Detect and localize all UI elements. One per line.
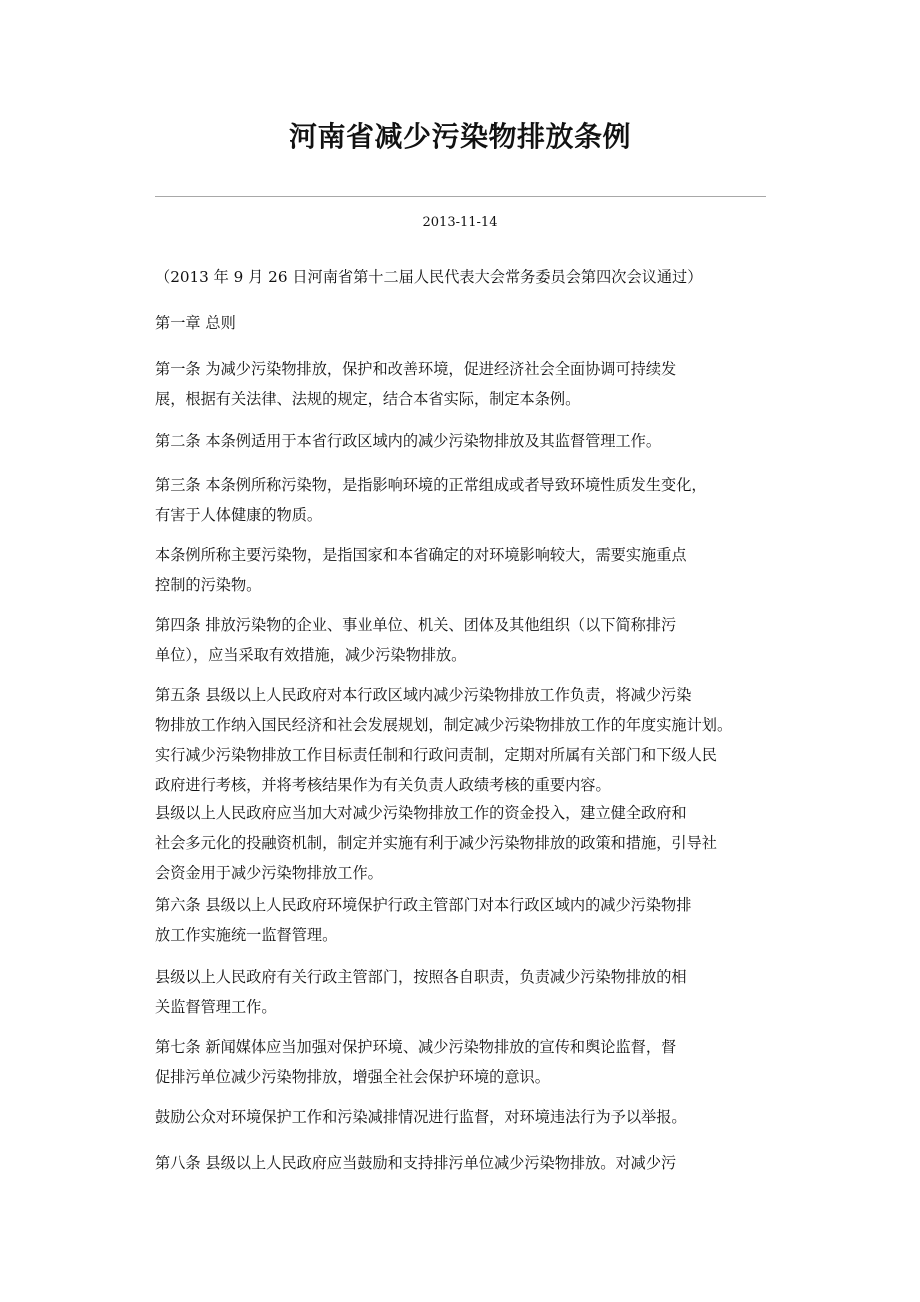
article-7-line-1: 第七条 新闻媒体应当加强对保护环境、减少污染物排放的宣传和舆论监督，督 (155, 1038, 677, 1056)
article-8-line-1: 第八条 县级以上人民政府应当鼓励和支持排污单位减少污染物排放。对减少污 (155, 1154, 677, 1172)
article-1 (155, 354, 767, 414)
article-5-paragraph-2-line-2: 社会多元化的投融资机制，制定并实施有利于减少污染物排放的政策和措施，引导社 (155, 834, 717, 852)
article-8 (155, 1148, 767, 1178)
article-1-line-2: 展，根据有关法律、法规的规定，结合本省实际，制定本条例。 (155, 390, 581, 408)
article-5-line-3: 实行减少污染物排放工作目标责任制和行政问责制，定期对所属有关部门和下级人民 (155, 746, 717, 764)
article-2 (155, 426, 767, 456)
article-5 (155, 680, 767, 800)
article-7 (155, 1032, 767, 1092)
article-4-line-2: 单位），应当采取有效措施，减少污染物排放。 (155, 646, 467, 664)
article-5-paragraph-2 (155, 798, 767, 888)
chapter-heading: 第一章 总则 (155, 314, 236, 332)
article-1-line-1: 第一条 为减少污染物排放，保护和改善环境，促进经济社会全面协调可持续发 (155, 360, 677, 378)
document-title: 河南省减少污染物排放条例 (288, 120, 631, 153)
article-5-line-1: 第五条 县级以上人民政府对本行政区域内减少污染物排放工作负责，将减少污染 (155, 686, 692, 704)
article-7-paragraph-2-line-1: 鼓励公众对环境保护工作和污染减排情况进行监督，对环境违法行为予以举报。 (155, 1108, 687, 1126)
article-3-line-1: 第三条 本条例所称污染物，是指影响环境的正常组成或者导致环境性质发生变化， (155, 476, 707, 494)
article-3-line-2: 有害于人体健康的物质。 (155, 506, 323, 524)
article-3-paragraph-2-line-1: 本条例所称主要污染物，是指国家和本省确定的对环境影响较大，需要实施重点 (155, 546, 687, 564)
article-6-paragraph-2 (155, 962, 767, 1022)
article-5-paragraph-2-line-1: 县级以上人民政府应当加大对减少污染物排放工作的资金投入，建立健全政府和 (155, 804, 687, 822)
article-3-paragraph-2 (155, 540, 767, 600)
article-7-line-2: 促排污单位减少污染物排放，增强全社会保护环境的意识。 (155, 1068, 550, 1086)
article-2-line-1: 第二条 本条例适用于本省行政区域内的减少污染物排放及其监督管理工作。 (155, 432, 662, 450)
adoption-note: （2013 年 9 月 26 日河南省第十二届人民代表大会常务委员会第四次会议通过） (155, 268, 703, 286)
article-4-line-1: 第四条 排放污染物的企业、事业单位、机关、团体及其他组织（以下简称排污 (155, 616, 677, 634)
article-4 (155, 610, 767, 670)
article-6 (155, 890, 767, 950)
article-5-line-4: 政府进行考核，并将考核结果作为有关负责人政绩考核的重要内容。 (155, 776, 611, 794)
article-3-paragraph-2-line-2: 控制的污染物。 (155, 576, 262, 594)
article-5-paragraph-2-line-3: 会资金用于减少污染物排放工作。 (155, 864, 383, 882)
article-6-line-1: 第六条 县级以上人民政府环境保护行政主管部门对本行政区域内的减少污染物排 (155, 896, 692, 914)
article-6-paragraph-2-line-2: 关监督管理工作。 (155, 998, 277, 1016)
article-6-paragraph-2-line-1: 县级以上人民政府有关行政主管部门，按照各自职责，负责减少污染物排放的相 (155, 968, 687, 986)
article-5-line-2: 物排放工作纳入国民经济和社会发展规划，制定减少污染物排放工作的年度实施计划。 (155, 716, 733, 734)
article-3 (155, 470, 767, 530)
article-6-line-2: 放工作实施统一监督管理。 (155, 926, 338, 944)
publish-date: 2013-11-14 (422, 215, 498, 230)
article-7-paragraph-2 (155, 1102, 767, 1132)
title-divider (155, 196, 766, 197)
